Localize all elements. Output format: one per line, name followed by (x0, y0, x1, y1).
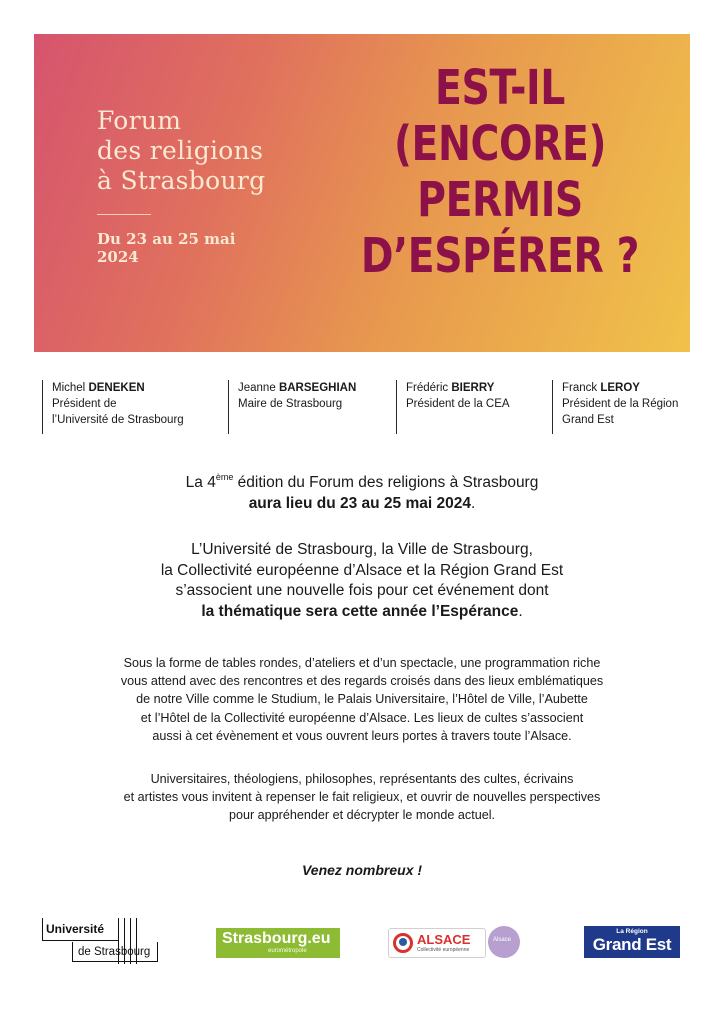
logo-bars-icon (118, 918, 142, 940)
logo-text: Grand Est (592, 935, 672, 954)
logo-subtext: eurométropole (268, 948, 307, 954)
headline-line: PERMIS (417, 172, 583, 228)
theme-headline (361, 60, 640, 284)
paragraph-line: vous attend avec des rencontres et des regards croisés dans des lieux emblématiques (120, 674, 604, 689)
forum-title (97, 106, 327, 196)
paragraph-line: Sous la forme de tables rondes, d’ateliers et d’un spectacle, une programmation riche (123, 656, 601, 670)
paragraph-line: et l’Hôtel de la Collectivité européenne d’Alsace. Les lieux de cultes s’associent (140, 710, 584, 725)
paragraph-line: Universitaires, théologiens, philosophes, représentants des cultes, écrivains (150, 772, 574, 786)
logo-subtext: Alsace (493, 937, 512, 943)
closing-invitation: Venez nombreux ! (301, 862, 423, 878)
signatory-name: Franck LEROY (562, 382, 640, 394)
paragraph-line: la Collectivité européenne d’Alsace et la Région Grand Est (160, 561, 564, 579)
logo-subtext: La Région (616, 928, 648, 935)
event-dates (97, 230, 297, 266)
event-banner (34, 34, 690, 352)
speakers-paragraph (40, 770, 684, 825)
banner-divider (97, 214, 151, 215)
event-dates-line: 2024 (97, 248, 139, 266)
logo-text: Strasbourg.eu (222, 930, 331, 947)
universite-strasbourg-logo (42, 918, 160, 966)
forum-title-line: Forum (97, 106, 182, 135)
collectivite-alsace-logo (388, 924, 524, 962)
signatory-role: Grand Est (562, 414, 614, 426)
forum-title-line: à Strasbourg (97, 166, 266, 195)
headline-line: D’ESPÉRER ? (360, 228, 640, 284)
headline-line: EST-IL (435, 60, 565, 116)
signatory-role: Président de la Région (562, 398, 679, 410)
logo-subtext: Collectivité européenne (417, 947, 470, 953)
logo-text: ALSACE (417, 932, 471, 947)
strasbourg-eu-logo (216, 928, 340, 958)
edition-announcement (40, 472, 684, 514)
signatory-barseghian (228, 380, 356, 434)
program-paragraph (40, 654, 684, 745)
signatory-name: Michel DENEKEN (52, 382, 145, 394)
signatory-role: Président de la CEA (406, 398, 510, 410)
signatory-leroy (552, 380, 678, 434)
forum-title-line: des religions (97, 136, 264, 165)
paragraph-line: s’associent une nouvelle fois pour cet événement dont (175, 582, 549, 599)
signatory-bierry (396, 380, 510, 434)
signatory-name: Jeanne BARSEGHIAN (238, 382, 357, 394)
paragraph-line: aussi à cet évènement et vous ouvrent leurs portes à travers toute l’Alsace. (152, 728, 572, 743)
signatory-role: Président de (52, 398, 117, 410)
partners-paragraph (40, 540, 684, 622)
edition-line: La 4ème édition du Forum des religions à Strasbourg (185, 472, 539, 491)
logo-text: de Strasbourg (72, 942, 158, 962)
signatory-name: Frédéric BIERRY (406, 382, 495, 394)
signatory-deneken (42, 380, 184, 434)
paragraph-line: de notre Ville comme le Studium, le Palais Universitaire, l’Hôtel de Ville, l’Aubette (136, 692, 588, 707)
region-grand-est-logo (584, 926, 680, 958)
paragraph-line: L’Université de Strasbourg, la Ville de Strasbourg, (191, 541, 533, 558)
paragraph-line: pour appréhender et décrypter le monde actuel. (228, 808, 496, 823)
signatory-role: Maire de Strasbourg (238, 398, 343, 410)
edition-dates-line: aura lieu du 23 au 25 mai 2024. (248, 495, 476, 512)
headline-line: (ENCORE) (393, 116, 607, 172)
paragraph-line: et artistes vous invitent à repenser le fait religieux, et ouvrir de nouvelles perspectives (123, 790, 601, 805)
theme-line: la thématique sera cette année l’Espérance. (201, 602, 523, 620)
event-dates-line: Du 23 au 25 mai (97, 230, 236, 248)
signatories (42, 380, 702, 436)
signatory-role: l’Université de Strasbourg (52, 414, 184, 426)
alsace-circle-badge (488, 926, 520, 958)
alsace-emblem-icon (393, 933, 413, 953)
logo-text: Université (46, 922, 105, 936)
